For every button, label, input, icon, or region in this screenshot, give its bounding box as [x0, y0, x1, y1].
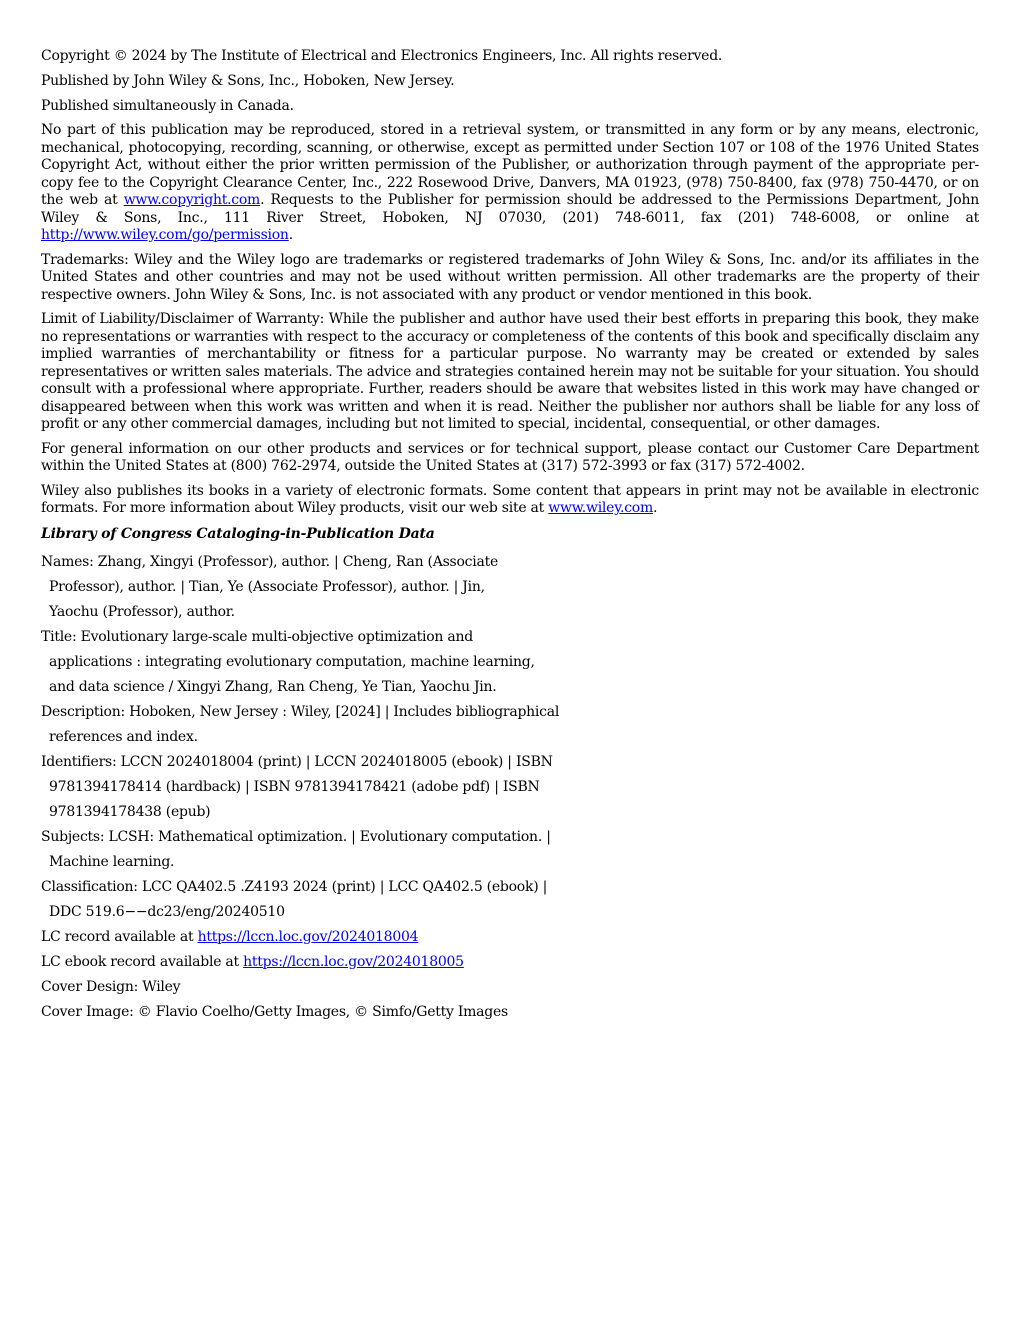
cip-names-line: Yaochu (Professor), author.	[49, 603, 235, 620]
cip-title-line: and data science / Xingyi Zhang, Ran Cheng, Ye Tian, Yaochu Jin.	[49, 678, 497, 695]
formats-paragraph	[41, 483, 979, 518]
lc-record-label: LC record available at	[41, 928, 198, 945]
cip-names-line: Professor), author. | Tian, Ye (Associate Professor), author. | Jin,	[49, 578, 485, 595]
cover-design-credit: Cover Design: Wiley	[41, 978, 181, 995]
copyright-com-link[interactable]: www.copyright.com	[123, 192, 261, 208]
permissions-text-1: No part of this publication may be reproduced, stored in a retrieval system, or transmitted in any form or by any means, electronic, mechanical, photocopying, recording, scanning, or otherwise, except as permitted under Section 107 or 108 of the 1976 United States Copyright Act, without either the prior written permission of the Publisher, or authorization through payment of the appropriate per-copy fee to the Copyright Clearance Center, Inc., 222 Rosewood Drive, Danvers, MA 01923, (978) 750-8400, fax (978) 750-4470, or on the web at	[41, 122, 979, 208]
lc-ebook-record-label: LC ebook record available at	[41, 953, 244, 970]
formats-text-1: Wiley also publishes its books in a variety of electronic formats. Some content that appears in print may not be available in electronic formats. For more information about Wiley products, visit our web site at	[41, 482, 979, 516]
lc-record-link[interactable]: https://lccn.loc.gov/2024018004	[197, 928, 419, 945]
canada-statement: Published simultaneously in Canada.	[41, 98, 294, 114]
cip-title-line: applications : integrating evolutionary computation, machine learning,	[49, 653, 535, 670]
copyright-notice: Copyright © 2024 by The Institute of Electrical and Electronics Engineers, Inc. All rights reserved.	[41, 48, 723, 64]
cip-title-line: Title: Evolutionary large-scale multi-objective optimization and	[41, 628, 473, 645]
wiley-permission-link[interactable]: http://www.wiley.com/go/permission	[41, 227, 289, 243]
lc-ebook-record-line	[41, 950, 979, 975]
cip-classification-line: DDC 519.6−−dc23/eng/20240510	[49, 903, 285, 920]
support-paragraph: For general information on our other products and services or for technical support, please contact our Customer Care Department within the United States at (800) 762-2974, outside the United States at (317) 572-3993 or fax (317) 572-4002.	[41, 440, 979, 474]
lc-record-line	[41, 925, 979, 950]
cip-description-line: references and index.	[49, 728, 198, 745]
permissions-paragraph	[41, 122, 979, 245]
cip-names-line: Names: Zhang, Xingyi (Professor), author. | Cheng, Ran (Associate	[41, 553, 498, 570]
cip-identifiers-line: 9781394178414 (hardback) | ISBN 9781394178421 (adobe pdf) | ISBN	[49, 778, 540, 795]
trademarks-paragraph: Trademarks: Wiley and the Wiley logo are trademarks or registered trademarks of John Wiley & Sons, Inc. and/or its affiliates in the United States and other countries and may not be used without written permission. All other trademarks are the property of their respective owners. John Wiley & Sons, Inc. is not associated with any product or vendor mentioned in this book.	[41, 251, 979, 303]
cip-block	[41, 550, 979, 1025]
permissions-text-2: . Requests to the Publisher for permission should be addressed to the Permissions Department, John Wiley & Sons, Inc., 111 River Street, Hoboken, NJ 07030, (201) 748-6011, fax (201) 748-6008, or online at	[41, 192, 980, 226]
cip-description-line: Description: Hoboken, New Jersey : Wiley, [2024] | Includes bibliographical	[41, 703, 560, 720]
cip-heading: Library of Congress Cataloging-in-Publication Data	[41, 525, 435, 542]
copyright-page	[41, 47, 979, 1025]
lc-ebook-record-link[interactable]: https://lccn.loc.gov/2024018005	[243, 953, 464, 970]
liability-paragraph: Limit of Liability/Disclaimer of Warranty: While the publisher and author have used their best efforts in preparing this book, they make no representations or warranties with respect to the accuracy or completeness of the contents of this book and specifically disclaim any implied warranties of merchantability or fitness for a particular purpose. No warranty may be created or extended by sales representatives or written sales materials. The advice and strategies contained herein may not be suitable for your situation. You should consult with a professional where appropriate. Further, readers should be aware that websites listed in this work may have changed or disappeared between when this work was written and when it is read. Neither the publisher nor authors shall be liable for any loss of profit or any other commercial damages, including but not limited to special, incidental, consequential, or other damages.	[41, 311, 979, 432]
wiley-com-link[interactable]: www.wiley.com	[548, 500, 653, 516]
cip-subjects-line: Subjects: LCSH: Mathematical optimization. | Evolutionary computation. |	[41, 828, 551, 845]
cip-subjects-line: Machine learning.	[49, 853, 175, 870]
cip-identifiers-line: Identifiers: LCCN 2024018004 (print) | LCCN 2024018005 (ebook) | ISBN	[41, 753, 553, 770]
cip-classification-line: Classification: LCC QA402.5 .Z4193 2024 (print) | LCC QA402.5 (ebook) |	[41, 878, 548, 895]
cip-identifiers-line: 9781394178438 (epub)	[49, 803, 211, 820]
publisher-statement: Published by John Wiley & Sons, Inc., Hoboken, New Jersey.	[41, 73, 455, 89]
cover-image-credit: Cover Image: © Flavio Coelho/Getty Images, © Simfo/Getty Images	[41, 1003, 508, 1020]
formats-text-2: .	[653, 500, 658, 516]
permissions-text-3: .	[288, 227, 293, 243]
